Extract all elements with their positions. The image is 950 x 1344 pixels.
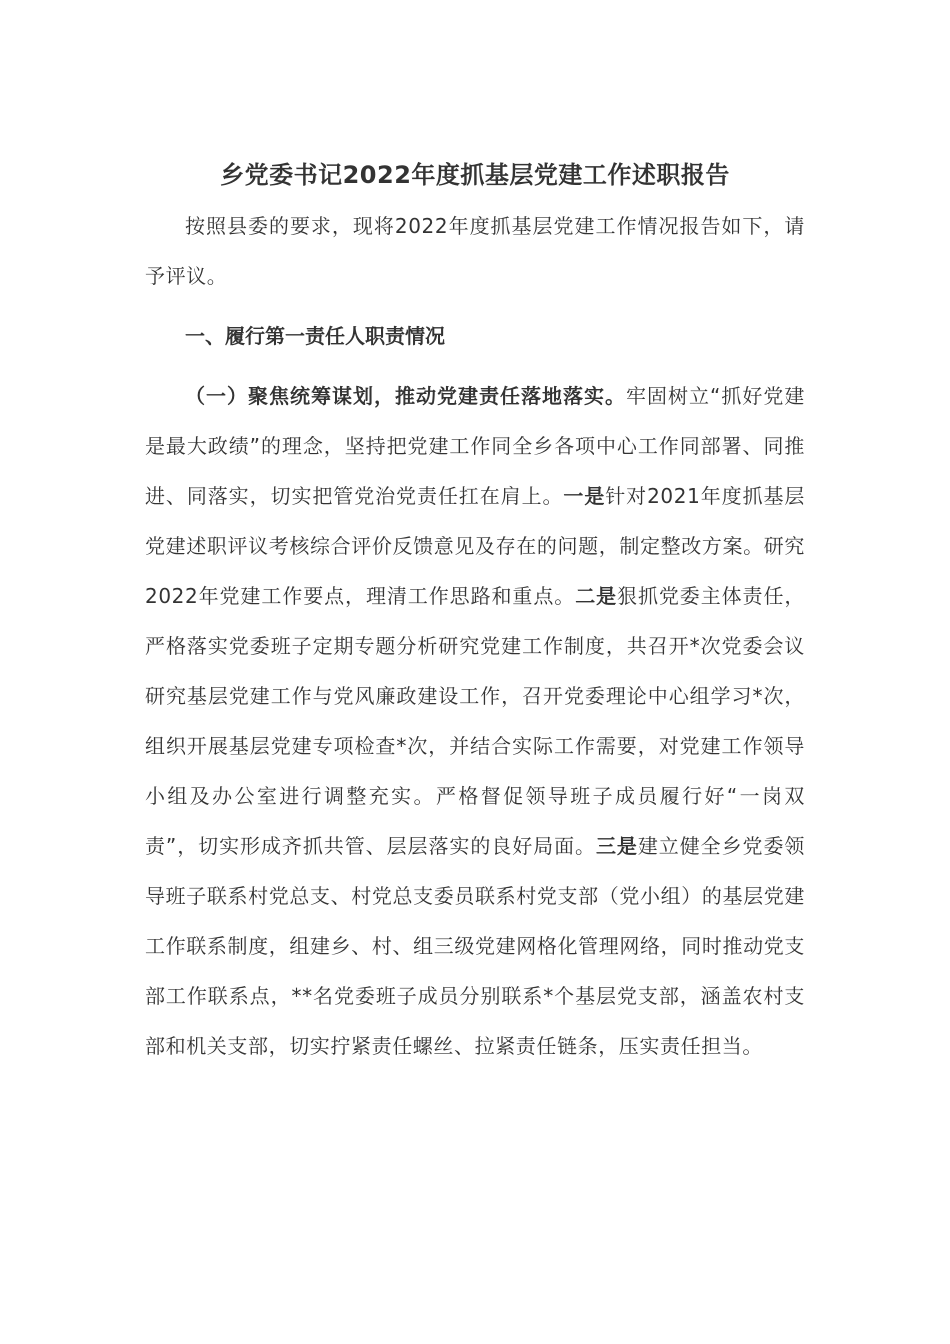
- subsection-paragraph: [145, 371, 805, 1071]
- paragraph-text: 狠抓党委主体责任，严格落实党委班子定期专题分析研究党建工作制度，共召开*次党委会议研究基层党建工作与党风廉政建设工作，召开党委理论中心组学习*次，组织开展基层党建专项检查*次，并结合实际工作需要，对党建工作领导小组及办公室进行调整充实。严格督促领导班子成员履行好“一岗双责”，切实形成齐抓共管、层层落实的良好局面。: [145, 584, 805, 858]
- intro-paragraph: 按照县委的要求，现将2022年度抓基层党建工作情况报告如下，请予评议。: [145, 214, 805, 288]
- point-marker-3: 三是: [595, 834, 638, 858]
- point-marker-2: 二是: [575, 584, 618, 608]
- subsection-lead: （一）聚焦统筹谋划，推动党建责任落地落实。: [185, 384, 627, 408]
- point-marker-1: 一是: [563, 484, 606, 508]
- paragraph-text: 建立健全乡党委领导班子联系村党总支、村党总支委员联系村党支部（党小组）的基层党建工作联系制度，组建乡、村、组三级党建网格化管理网络，同时推动党支部工作联系点，**名党委班子成员分别联系*个基层党支部，涵盖农村支部和机关支部，切实拧紧责任螺丝、拉紧责任链条，压实责任担当。: [145, 834, 805, 1058]
- paragraph-text: 针对2021年度抓基层党建述职评议考核综合评价反馈意见及存在的问题，制定整改方案。研究2022年党建工作要点，理清工作思路和重点。: [145, 484, 806, 608]
- section-heading: 一、履行第一责任人职责情况: [185, 324, 445, 348]
- document-title: 乡党委书记2022年度抓基层党建工作述职报告: [220, 161, 730, 189]
- paragraph-text: 牢固树立“抓好党建是最大政绩”的理念，坚持把党建工作同全乡各项中心工作同部署、同推进、同落实，切实把管党治党责任扛在肩上。: [145, 384, 805, 508]
- document-body: [145, 150, 805, 1071]
